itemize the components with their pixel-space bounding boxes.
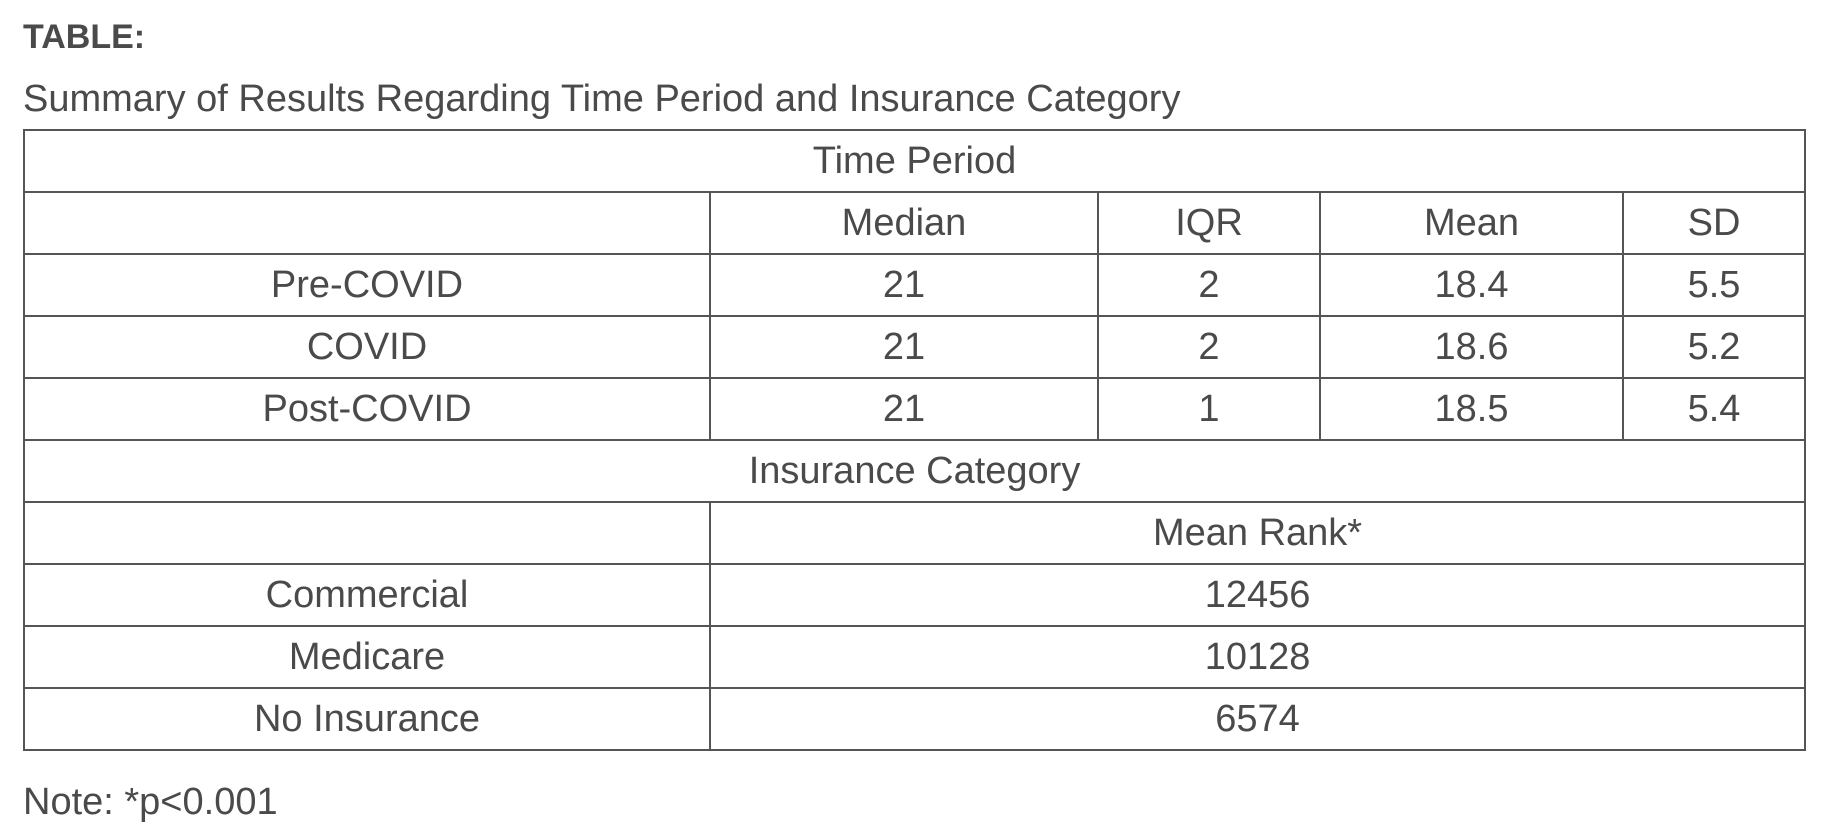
table-row (24, 316, 1805, 378)
table-row (24, 440, 1805, 502)
table-row (24, 130, 1805, 192)
table-row (24, 502, 1805, 564)
table-caption: Summary of Results Regarding Time Period and Insurance Category (23, 78, 1181, 120)
iqr-cell: 2 (1098, 254, 1320, 316)
results-table (23, 129, 1806, 751)
row-label: COVID (24, 316, 710, 378)
row-label: Commercial (24, 564, 710, 626)
table-row (24, 626, 1805, 688)
median-cell: 21 (710, 316, 1098, 378)
time-period-heading: Time Period (24, 130, 1805, 192)
iqr-cell: 2 (1098, 316, 1320, 378)
table-label: TABLE: (23, 18, 146, 56)
column-header-mean: Mean (1320, 192, 1623, 254)
sd-cell: 5.4 (1623, 378, 1805, 440)
column-header-iqr: IQR (1098, 192, 1320, 254)
table-row (24, 688, 1805, 750)
mean-cell: 18.5 (1320, 378, 1623, 440)
insurance-category-heading: Insurance Category (24, 440, 1805, 502)
table-row (24, 378, 1805, 440)
mean-rank-cell: 6574 (710, 688, 1805, 750)
table-row (24, 254, 1805, 316)
sd-cell: 5.2 (1623, 316, 1805, 378)
mean-cell: 18.6 (1320, 316, 1623, 378)
column-header-mean-rank: Mean Rank* (710, 502, 1805, 564)
column-header-empty (24, 192, 710, 254)
row-label: Post-COVID (24, 378, 710, 440)
column-header-median: Median (710, 192, 1098, 254)
mean-cell: 18.4 (1320, 254, 1623, 316)
table-note: Note: *p<0.001 (23, 781, 278, 823)
row-label: Medicare (24, 626, 710, 688)
median-cell: 21 (710, 378, 1098, 440)
mean-rank-cell: 12456 (710, 564, 1805, 626)
row-label: No Insurance (24, 688, 710, 750)
table-row (24, 564, 1805, 626)
column-header-sd: SD (1623, 192, 1805, 254)
median-cell: 21 (710, 254, 1098, 316)
sd-cell: 5.5 (1623, 254, 1805, 316)
mean-rank-cell: 10128 (710, 626, 1805, 688)
row-label: Pre-COVID (24, 254, 710, 316)
iqr-cell: 1 (1098, 378, 1320, 440)
column-header-empty (24, 502, 710, 564)
table-row (24, 192, 1805, 254)
